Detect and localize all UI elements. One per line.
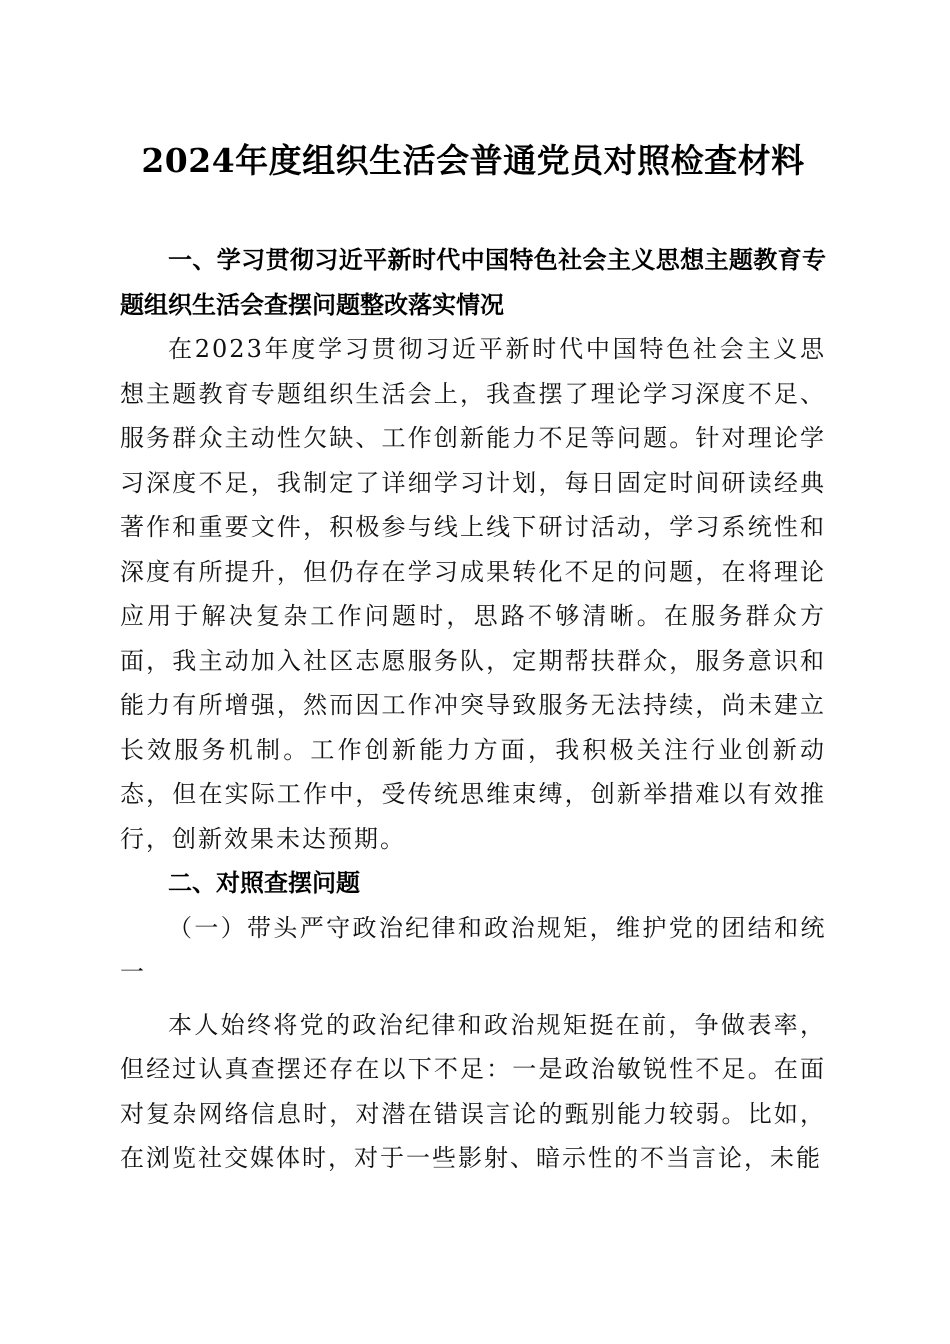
section-2-paragraph-1: 本人始终将党的政治纪律和政治规矩挺在前，争做表率，但经过认真查摆还存在以下不足：一是政治敏锐性不足。在面对复杂网络信息时，对潜在错误言论的甄别能力较弱。比如，在浏览社交媒体时，对于一些影射、暗示性的不当言论，未能 bbox=[120, 1010, 826, 1172]
section-1-heading: 一、学习贯彻习近平新时代中国特色社会主义思想主题教育专题组织生活会查摆问题整改落实情况 bbox=[120, 246, 826, 319]
section-2-subheading-1: （一）带头严守政治纪律和政治规矩，维护党的团结和统一 bbox=[120, 913, 826, 986]
section-1-paragraph: 在2023年度学习贯彻习近平新时代中国特色社会主义思想主题教育专题组织生活会上，我查摆了理论学习深度不足、服务群众主动性欠缺、工作创新能力不足等问题。针对理论学习深度不足，我制定了详细学习计划，每日固定时间研读经典著作和重要文件，积极参与线上线下研讨活动，学习系统性和深度有所提升，但仍存在学习成果转化不足的问题，在将理论应用于解决复杂工作问题时，思路不够清晰。在服务群众方面，我主动加入社区志愿服务队，定期帮扶群众，服务意识和能力有所增强，然而因工作冲突导致服务无法持续，尚未建立长效服务机制。工作创新能力方面，我积极关注行业创新动态，但在实际工作中，受传统思维束缚，创新举措难以有效推行，创新效果未达预期。 bbox=[120, 335, 826, 853]
section-2-heading: 二、对照查摆问题 bbox=[168, 869, 360, 897]
document-page bbox=[120, 136, 826, 1181]
document-title: 2024年度组织生活会普通党员对照检查材料 bbox=[141, 141, 805, 180]
